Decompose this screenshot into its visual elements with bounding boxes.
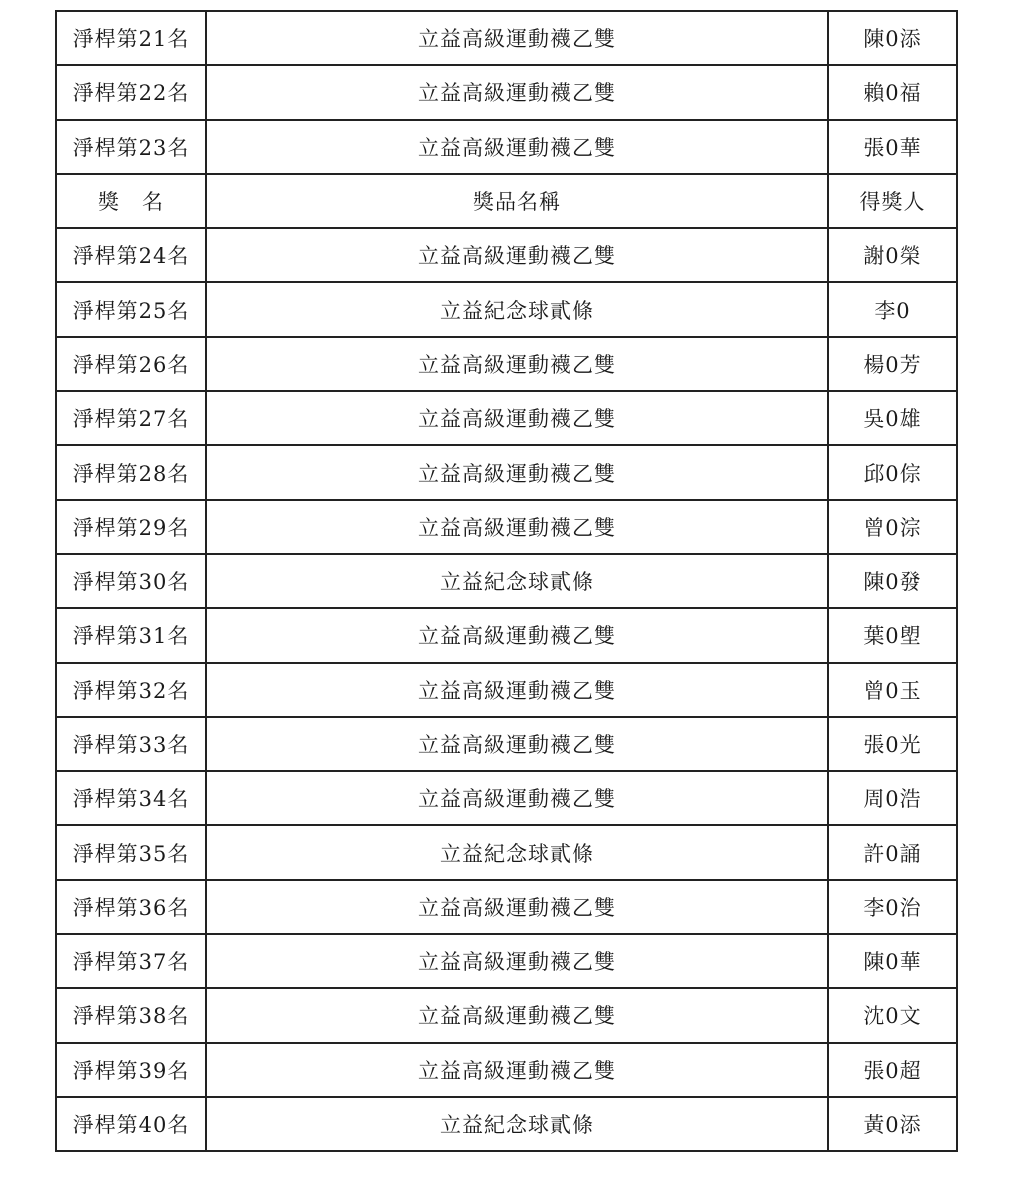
table-row <box>56 771 957 825</box>
winner-cell: 曾0淙 <box>828 500 957 554</box>
prize-cell: 立益高級運動襪乙雙 <box>206 500 828 554</box>
table-row <box>56 11 957 65</box>
table-row <box>56 120 957 174</box>
winner-cell: 葉0塱 <box>828 608 957 662</box>
rank-cell: 淨桿第37名 <box>56 934 206 988</box>
winner-cell: 黃0添 <box>828 1097 957 1151</box>
prize-cell: 立益高級運動襪乙雙 <box>206 11 828 65</box>
prize-cell: 立益紀念球貳條 <box>206 282 828 336</box>
winner-header: 得獎人 <box>828 174 957 228</box>
rank-cell: 淨桿第21名 <box>56 11 206 65</box>
winner-cell: 許0誦 <box>828 825 957 879</box>
winner-cell: 沈0文 <box>828 988 957 1042</box>
winner-cell: 周0浩 <box>828 771 957 825</box>
rank-cell: 淨桿第34名 <box>56 771 206 825</box>
prize-cell: 立益高級運動襪乙雙 <box>206 120 828 174</box>
prize-cell: 立益高級運動襪乙雙 <box>206 65 828 119</box>
table-row <box>56 445 957 499</box>
prize-cell: 立益紀念球貳條 <box>206 825 828 879</box>
winner-cell: 張0超 <box>828 1043 957 1097</box>
rank-cell: 淨桿第27名 <box>56 391 206 445</box>
rank-cell: 淨桿第33名 <box>56 717 206 771</box>
table-row <box>56 825 957 879</box>
prize-cell: 立益高級運動襪乙雙 <box>206 771 828 825</box>
rank-header: 獎 名 <box>56 174 206 228</box>
rank-cell: 淨桿第31名 <box>56 608 206 662</box>
winner-cell: 李0治 <box>828 880 957 934</box>
table-row <box>56 988 957 1042</box>
table-row <box>56 880 957 934</box>
table-row <box>56 65 957 119</box>
table-row <box>56 228 957 282</box>
rank-cell: 淨桿第29名 <box>56 500 206 554</box>
rank-cell: 淨桿第40名 <box>56 1097 206 1151</box>
table-row <box>56 663 957 717</box>
table-row <box>56 500 957 554</box>
rank-cell: 淨桿第28名 <box>56 445 206 499</box>
winner-cell: 曾0玉 <box>828 663 957 717</box>
prize-cell: 立益高級運動襪乙雙 <box>206 988 828 1042</box>
prize-cell: 立益紀念球貳條 <box>206 554 828 608</box>
table-row <box>56 608 957 662</box>
rank-cell: 淨桿第30名 <box>56 554 206 608</box>
rank-cell: 淨桿第25名 <box>56 282 206 336</box>
table-header-row <box>56 174 957 228</box>
rank-cell: 淨桿第35名 <box>56 825 206 879</box>
prize-cell: 立益高級運動襪乙雙 <box>206 934 828 988</box>
winner-cell: 楊0芳 <box>828 337 957 391</box>
table-row <box>56 391 957 445</box>
winner-cell: 張0光 <box>828 717 957 771</box>
prize-cell: 立益高級運動襪乙雙 <box>206 1043 828 1097</box>
prize-header: 獎品名稱 <box>206 174 828 228</box>
rank-cell: 淨桿第24名 <box>56 228 206 282</box>
table-row <box>56 934 957 988</box>
prize-cell: 立益高級運動襪乙雙 <box>206 337 828 391</box>
winner-cell: 吳0雄 <box>828 391 957 445</box>
winner-cell: 陳0發 <box>828 554 957 608</box>
winner-cell: 謝0榮 <box>828 228 957 282</box>
prize-cell: 立益高級運動襪乙雙 <box>206 608 828 662</box>
prize-cell: 立益高級運動襪乙雙 <box>206 391 828 445</box>
prize-table-body <box>56 11 957 1151</box>
winner-cell: 賴0福 <box>828 65 957 119</box>
winner-cell: 邱0倧 <box>828 445 957 499</box>
winner-cell: 李0 <box>828 282 957 336</box>
prize-table <box>55 10 958 1152</box>
winner-cell: 陳0添 <box>828 11 957 65</box>
winner-cell: 張0華 <box>828 120 957 174</box>
rank-cell: 淨桿第26名 <box>56 337 206 391</box>
rank-cell: 淨桿第22名 <box>56 65 206 119</box>
rank-cell: 淨桿第36名 <box>56 880 206 934</box>
prize-cell: 立益高級運動襪乙雙 <box>206 228 828 282</box>
table-row <box>56 717 957 771</box>
prize-cell: 立益高級運動襪乙雙 <box>206 717 828 771</box>
table-row <box>56 337 957 391</box>
prize-cell: 立益高級運動襪乙雙 <box>206 880 828 934</box>
prize-cell: 立益高級運動襪乙雙 <box>206 445 828 499</box>
winner-cell: 陳0華 <box>828 934 957 988</box>
rank-cell: 淨桿第32名 <box>56 663 206 717</box>
table-row <box>56 282 957 336</box>
prize-cell: 立益紀念球貳條 <box>206 1097 828 1151</box>
table-row <box>56 554 957 608</box>
table-row <box>56 1097 957 1151</box>
prize-cell: 立益高級運動襪乙雙 <box>206 663 828 717</box>
rank-cell: 淨桿第23名 <box>56 120 206 174</box>
table-row <box>56 1043 957 1097</box>
rank-cell: 淨桿第38名 <box>56 988 206 1042</box>
rank-cell: 淨桿第39名 <box>56 1043 206 1097</box>
